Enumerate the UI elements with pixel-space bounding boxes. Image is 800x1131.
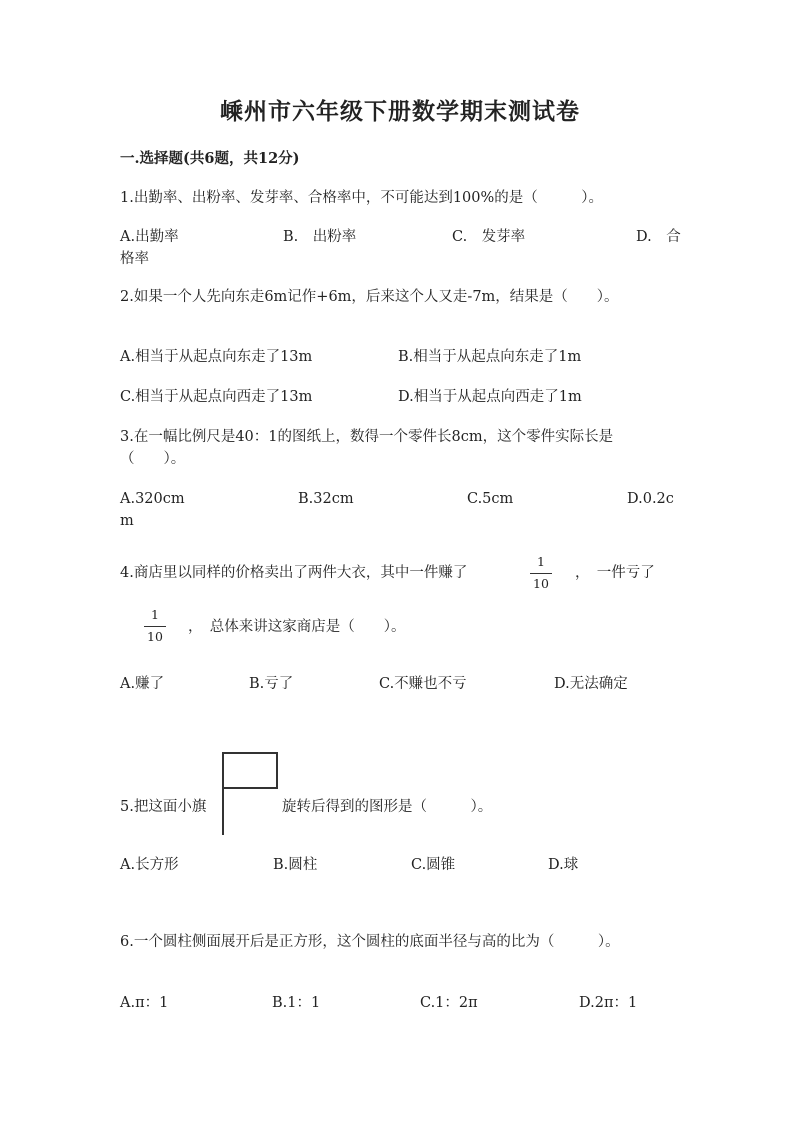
question-6-option-b: B.1：1 xyxy=(272,995,321,1011)
question-6-text: 6.一个圆柱侧面展开后是正方形，这个圆柱的底面半径与高的比为（ ）。 xyxy=(120,934,620,950)
fraction-2-bar xyxy=(144,626,166,627)
fraction-2-denominator: 10 xyxy=(147,628,163,644)
question-4-text-part3: ， 总体来讲这家商店是（ ）。 xyxy=(188,619,406,635)
question-5-option-d: D.球 xyxy=(548,857,579,873)
question-2-option-c: C.相当于从起点向西走了13m xyxy=(120,389,313,405)
question-4-option-d: D.无法确定 xyxy=(554,676,628,692)
fraction-1-bar xyxy=(530,573,552,574)
question-6-option-d: D.2π：1 xyxy=(579,995,638,1011)
question-6-option-c: C.1：2π xyxy=(420,995,478,1011)
question-3-option-d-wrap: m xyxy=(120,513,134,529)
question-3-option-c: C.5cm xyxy=(467,491,514,507)
question-4-text-part2: ， 一件亏了 xyxy=(575,565,655,581)
question-3-option-a: A.320cm xyxy=(120,491,185,507)
question-2-option-b: B.相当于从起点向东走了1m xyxy=(398,349,582,365)
fraction-1-numerator: 1 xyxy=(537,554,545,569)
question-5-option-b: B.圆柱 xyxy=(273,857,318,873)
question-4-option-c: C.不赚也不亏 xyxy=(379,676,467,692)
question-3-option-b: B.32cm xyxy=(298,491,354,507)
question-1-option-b: B. 出粉率 xyxy=(283,229,357,245)
question-5-option-c: C.圆锥 xyxy=(411,857,456,873)
question-4-option-a: A.赚了 xyxy=(120,676,165,692)
flag-figure xyxy=(218,752,282,836)
section-heading: 一.选择题(共6题，共12分) xyxy=(120,150,300,167)
question-2-text: 2.如果一个人先向东走6m记作+6m，后来这个人又走-7m，结果是（ ）。 xyxy=(120,289,619,305)
fraction-2-numerator: 1 xyxy=(151,607,159,622)
page-title: 嵊州市六年级下册数学期末测试卷 xyxy=(220,98,580,125)
question-3-text-line2: （ ）。 xyxy=(120,451,186,467)
question-4-text-part1: 4.商店里以同样的价格卖出了两件大衣，其中一件赚了 xyxy=(120,565,468,581)
question-1-text: 1.出勤率、出粉率、发芽率、合格率中，不可能达到100%的是（ ）。 xyxy=(120,190,604,206)
question-5-text-part2: 旋转后得到的图形是（ ）。 xyxy=(282,799,493,815)
flag-banner xyxy=(223,753,277,788)
fraction-1-denominator: 10 xyxy=(533,575,549,591)
question-1-option-a: A.出勤率 xyxy=(120,229,179,245)
question-1-option-c: C. 发芽率 xyxy=(452,229,526,245)
question-6-option-a: A.π：1 xyxy=(120,995,169,1011)
question-5-text-part1: 5.把这面小旗 xyxy=(120,799,207,815)
question-4-fraction-2 xyxy=(141,609,169,643)
question-3-option-d: D.0.2c xyxy=(627,491,674,507)
question-4-option-b: B.亏了 xyxy=(249,676,294,692)
question-2-option-d: D.相当于从起点向西走了1m xyxy=(398,389,582,405)
question-2-option-a: A.相当于从起点向东走了13m xyxy=(120,349,313,365)
question-1-option-d-wrap: 格率 xyxy=(120,251,149,267)
question-1-option-d: D. 合 xyxy=(636,229,681,245)
question-5-option-a: A.长方形 xyxy=(120,857,179,873)
question-4-fraction-1 xyxy=(527,556,555,590)
question-3-text-line1: 3.在一幅比例尺是40：1的图纸上，数得一个零件长8cm，这个零件实际长是 xyxy=(120,429,614,445)
